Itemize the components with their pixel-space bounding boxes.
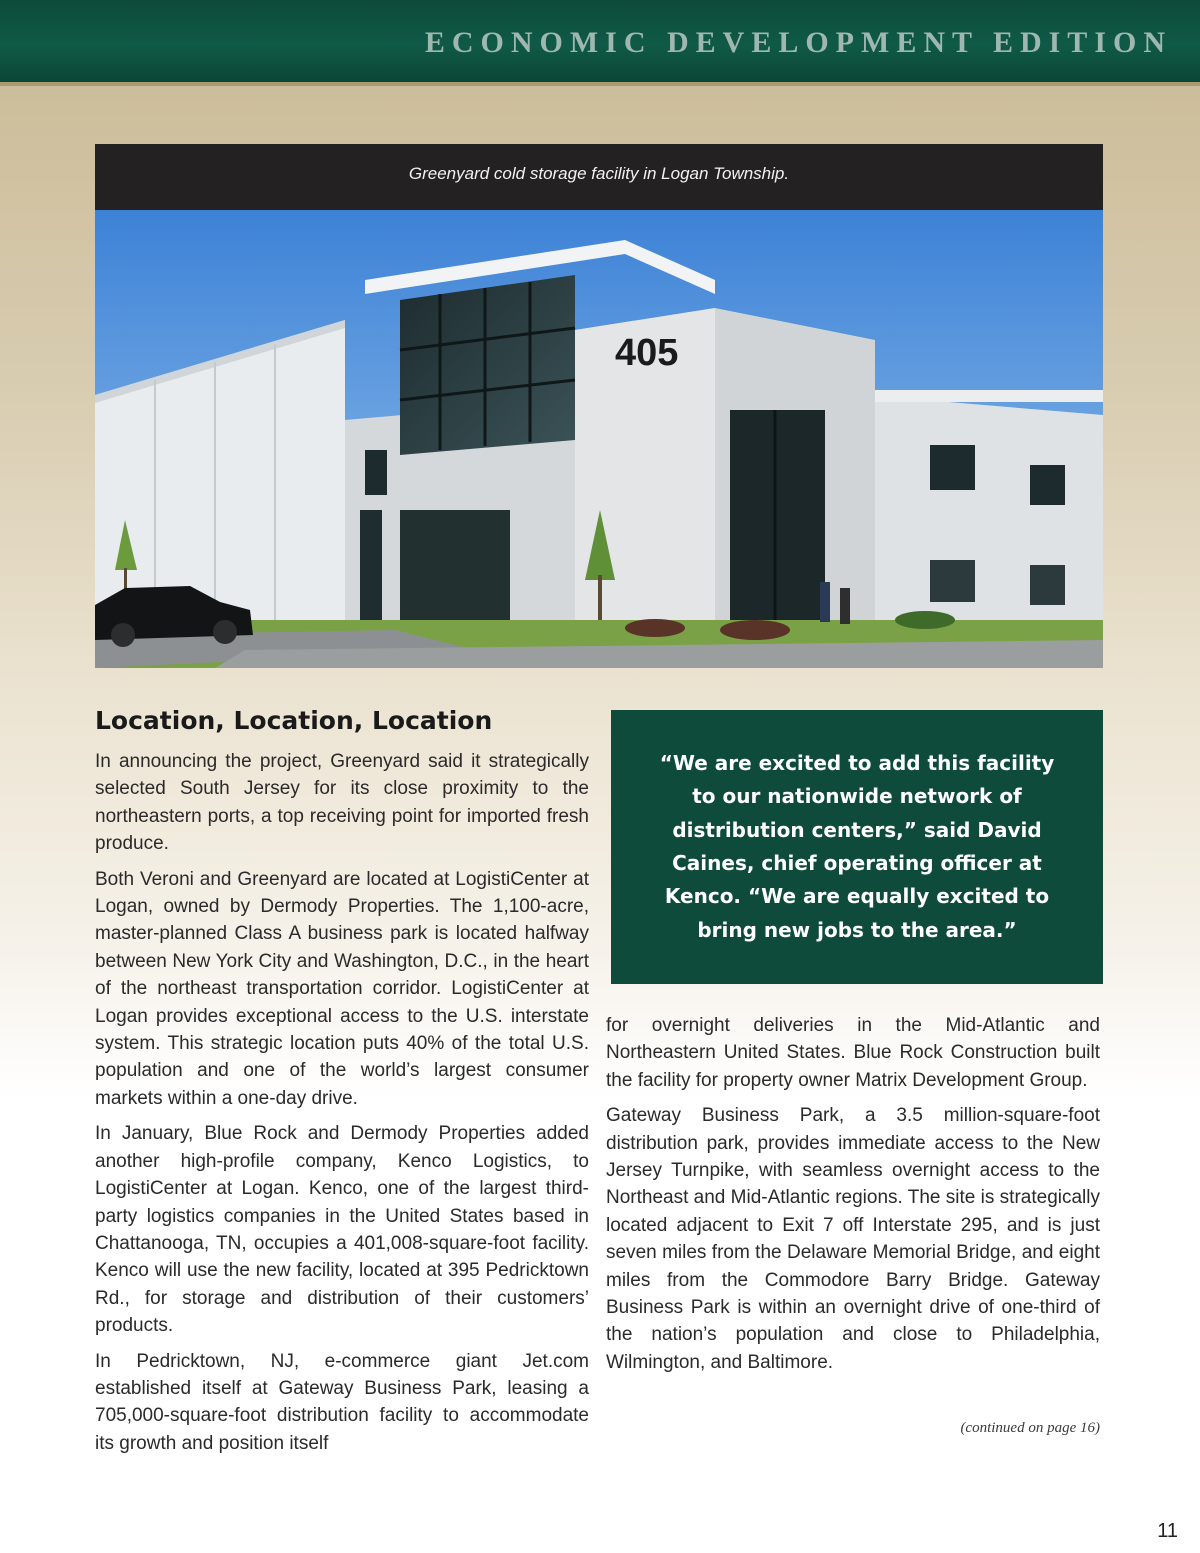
paragraph: Gateway Business Park, a 3.5 million-square-foot distribution park, provides immediate access to the New Jersey Turnpike, with seamless overnight access to the Northeast and Mid-Atlantic regions. The site is strategically located adjacent to Exit 7 off Interstate 295, and is just seven miles from the Delaware Memorial Bridge, and eight miles from the Commodore Barry Bridge. Gateway Business Park is within an overnight drive of one-third of the nation’s population and close to Philadelphia, Wilmington, and Baltimore. bbox=[606, 1105, 1100, 1373]
edition-title: ECONOMIC DEVELOPMENT EDITION bbox=[424, 26, 1172, 59]
continued-note: (continued on page 16) bbox=[960, 1420, 1100, 1436]
page-number: 11 bbox=[1157, 1520, 1178, 1542]
article-heading: Location, Location, Location bbox=[95, 706, 493, 735]
pull-quote-box bbox=[611, 710, 1103, 984]
left-column bbox=[95, 748, 589, 1465]
right-column bbox=[606, 1012, 1100, 1384]
header-band bbox=[0, 0, 1200, 86]
paragraph: In Pedricktown, NJ, e-commerce giant Jet.com established itself at Gateway Business Park, leasing a 705,000-square-foot distribution facility to accommodate its growth and position itself bbox=[95, 1350, 589, 1454]
photo-caption: Greenyard cold storage facility in Logan Township. bbox=[408, 164, 790, 183]
paragraph: In January, Blue Rock and Dermody Properties added another high-profile company, Kenco Logistics, to LogistiCenter at Logan. Kenco, one of the largest third-party logistics companies in the United States based in Chattanooga, TN, occupies a 401,008-square-foot facility. Kenco will use the new facility, located at 395 Pedricktown Rd., for storage and distribution of their customers’ products. bbox=[95, 1123, 589, 1337]
building-photo bbox=[95, 210, 1103, 668]
building-number: 405 bbox=[615, 332, 679, 374]
paragraph: for overnight deliveries in the Mid-Atlantic and Northeastern United States. Blue Rock Construction built the facility for property owner Matrix Development Group. bbox=[606, 1015, 1100, 1091]
pull-quote: “We are excited to add this facility to our nationwide network of distribution centers,” said David Caines, chief operating officer at Kenco. “We are equally excited to bring new jobs to the area.” bbox=[659, 750, 1055, 942]
photo-frame bbox=[95, 144, 1103, 668]
paragraph: In announcing the project, Greenyard said it strategically selected South Jersey for its close proximity to the northeastern ports, a top receiving point for imported fresh produce. bbox=[95, 751, 589, 855]
paragraph: Both Veroni and Greenyard are located at LogistiCenter at Logan, owned by Dermody Properties. The 1,100-acre, master-planned Class A business park is located halfway between New York City and Washington, D.C., in the heart of the northeast transportation corridor. LogistiCenter at Logan provides exceptional access to the U.S. interstate system. This strategic location puts 40% of the total U.S. population and one of the world’s largest consumer markets within a one-day drive. bbox=[95, 868, 589, 1109]
